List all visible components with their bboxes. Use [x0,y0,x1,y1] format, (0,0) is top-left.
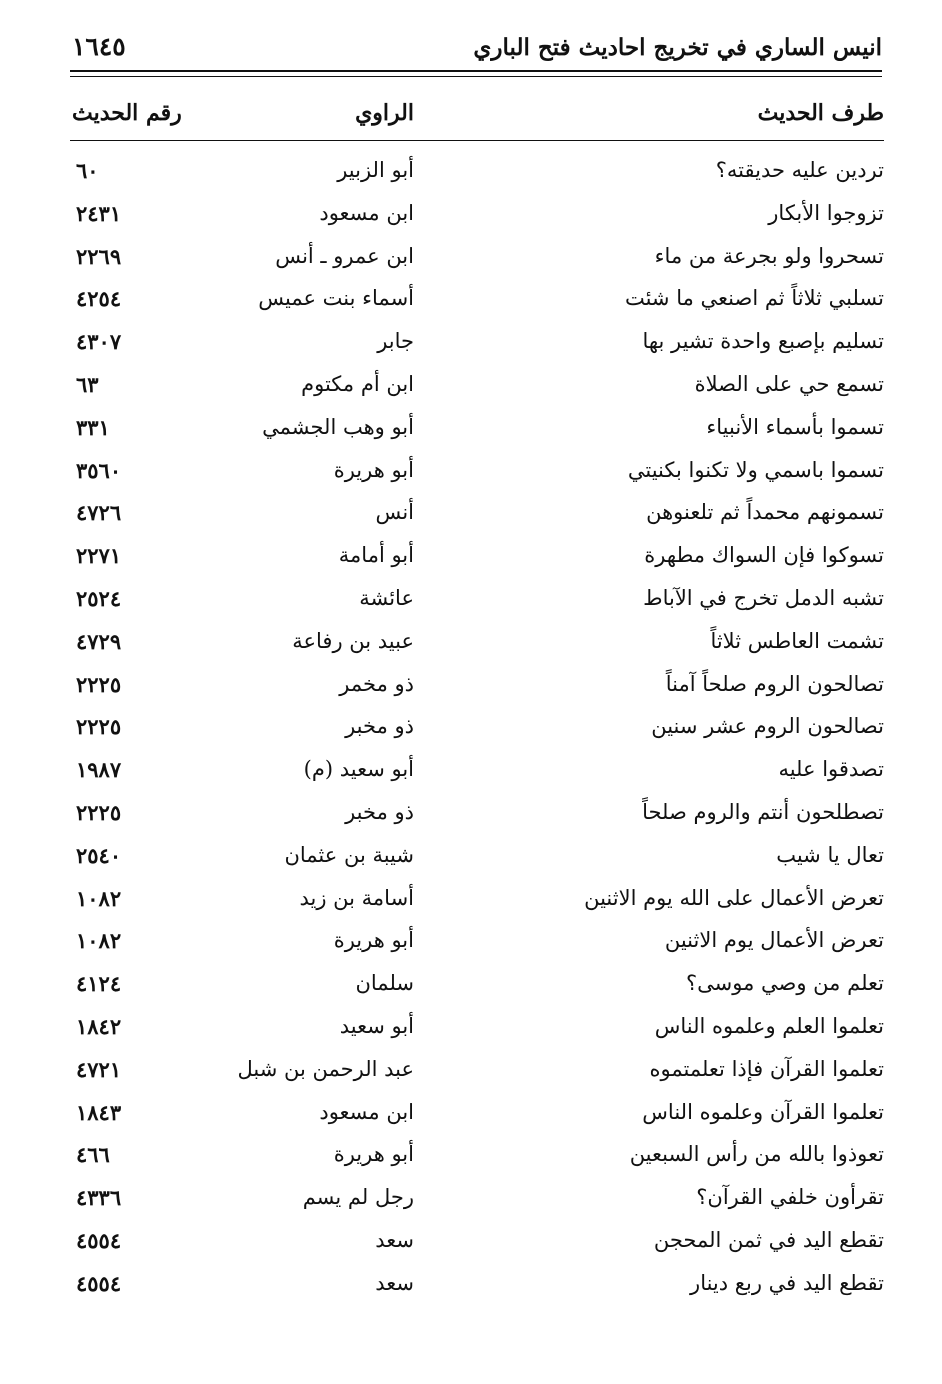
hadith-start-cell: تعلم من وصي موسى؟ [686,971,884,996]
narrator-cell: أسماء بنت عميس [258,286,414,311]
narrator-cell: ذو مخبر [345,714,414,739]
hadith-number-cell: ٢٥٤٠ [76,842,122,868]
hadith-start-cell: تزوجوا الأبكار [768,200,884,225]
hadith-number-cell: ٣٣١ [76,414,110,440]
table-row [70,409,884,452]
hadith-number-cell: ٢٢٢٥ [76,671,122,697]
hadith-start-cell: تسمع حي على الصلاة [694,371,884,396]
table-row [70,965,884,1008]
table-row [70,323,884,366]
hadith-number-cell: ٢٢٦٩ [76,243,122,269]
hadith-number-cell: ٤٣٣٦ [76,1185,122,1211]
table-row [70,1094,884,1137]
narrator-cell: جابر [377,329,414,354]
table-row [70,837,884,880]
hadith-start-cell: تسحروا ولو بجرعة من ماء [654,243,884,268]
hadith-number-cell: ٣٥٦٠ [76,457,122,483]
narrator-cell: أبو هريرة [333,1142,414,1167]
narrator-cell: أنس [375,500,414,525]
table-row [70,238,884,281]
narrator-cell: أبو سعيد (م) [303,757,414,782]
column-header-rule [70,140,884,141]
table-row [70,1136,884,1179]
page-number: ١٦٤٥ [72,32,126,61]
narrator-cell: عبد الرحمن بن شبل [237,1056,414,1081]
narrator-cell: عائشة [359,585,414,610]
hadith-number-cell: ١٨٤٣ [76,1099,122,1125]
narrator-cell: أبو وهب الجشمي [262,414,414,439]
index-table-body [70,152,884,1308]
running-head [72,30,882,70]
narrator-cell: سلمان [355,971,414,996]
hadith-start-cell: تسموا باسمي ولا تكنوا بكنيتي [627,457,884,482]
hadith-start-cell: تصدقوا عليه [778,757,884,782]
narrator-cell: أبو أمامة [338,543,414,568]
hadith-number-cell: ٢٢٧١ [76,543,122,569]
hadith-start-cell: تعلموا القرآن فإذا تعلمتموه [649,1056,884,1081]
hadith-number-cell: ٤٢٥٤ [76,286,122,312]
hadith-start-cell: تسمونهم محمداً ثم تلعنوهن [646,500,884,525]
hadith-number-cell: ٤٥٥٤ [76,1227,122,1253]
book-title: انيس الساري في تخريج احاديث فتح الباري [473,34,882,61]
table-row [70,537,884,580]
hadith-number-cell: ٤٣٠٧ [76,329,122,355]
hadith-start-cell: تقرأون خلفي القرآن؟ [696,1185,884,1210]
hadith-number-cell: ٢٢٢٥ [76,714,122,740]
hadith-number-cell: ٤١٢٤ [76,971,122,997]
hadith-start-cell: تعرض الأعمال يوم الاثنين [664,928,884,953]
hadith-number-cell: ٦٣ [76,371,99,397]
table-row [70,708,884,751]
table-row [70,195,884,238]
table-row [70,794,884,837]
narrator-cell: أبو سعيد [339,1013,414,1038]
narrator-cell: ابن مسعود [319,200,414,225]
narrator-cell: ذو مخبر [345,799,414,824]
column-header-hadith-start: طرف الحديث [757,100,884,126]
hadith-start-cell: تسوكوا فإن السواك مطهرة [644,543,884,568]
hadith-start-cell: تشمت العاطس ثلاثاً [710,628,884,653]
table-row [70,280,884,323]
table-row [70,452,884,495]
hadith-number-cell: ٦٠ [76,158,99,183]
hadith-number-cell: ٤٧٢١ [76,1056,122,1082]
table-row [70,1222,884,1265]
table-row [70,494,884,537]
hadith-start-cell: تعلموا العلم وعلموه الناس [654,1013,884,1038]
narrator-cell: أبو الزبير [337,158,414,182]
hadith-start-cell: تعرض الأعمال على الله يوم الاثنين [584,885,884,910]
table-row [70,1179,884,1222]
table-row [70,580,884,623]
hadith-start-cell: تردين عليه حديقته؟ [715,158,884,182]
narrator-cell: ذو مخمر [339,671,414,696]
hadith-start-cell: تقطع اليد في ربع دينار [690,1270,884,1295]
column-header-row [70,94,884,138]
table-row [70,152,884,195]
narrator-cell: سعد [375,1270,414,1295]
narrator-cell: أسامة بن زيد [299,885,414,910]
header-rule-thick [70,70,882,72]
hadith-number-cell: ٢٥٢٤ [76,585,122,611]
index-table-header [70,94,884,138]
hadith-number-cell: ٤٧٢٦ [76,500,122,526]
hadith-number-cell: ١٩٨٧ [76,757,122,783]
table-row [70,1008,884,1051]
hadith-start-cell: تعوذوا بالله من رأس السبعين [629,1142,884,1167]
table-row [70,623,884,666]
hadith-number-cell: ٢٤٣١ [76,200,122,226]
hadith-number-cell: ٤٥٥٤ [76,1270,122,1296]
narrator-cell: ابن أم مكتوم [301,371,414,396]
hadith-start-cell: تسليم بإصبع واحدة تشير بها [642,329,884,354]
hadith-start-cell: تصطلحون أنتم والروم صلحاً [642,799,884,824]
hadith-start-cell: تسموا بأسماء الأنبياء [706,414,884,439]
column-header-narrator: الراوي [355,100,414,126]
narrator-cell: ابن مسعود [319,1099,414,1124]
hadith-start-cell: تسلبي ثلاثاً ثم اصنعي ما شئت [624,286,884,311]
table-row [70,666,884,709]
hadith-start-cell: تصالحون الروم صلحاً آمناً [665,671,884,696]
hadith-number-cell: ٢٢٢٥ [76,799,122,825]
hadith-start-cell: تعال يا شيب [776,842,884,867]
hadith-number-cell: ٤٦٦ [76,1142,110,1168]
hadith-number-cell: ١٨٤٢ [76,1013,122,1039]
hadith-start-cell: تقطع اليد في ثمن المحجن [653,1227,884,1252]
narrator-cell: عبيد بن رفاعة [292,628,414,653]
table-row [70,1051,884,1094]
hadith-number-cell: ١٠٨٢ [76,885,122,911]
narrator-cell: أبو هريرة [333,457,414,482]
narrator-cell: أبو هريرة [333,928,414,953]
narrator-cell: ابن عمرو ـ أنس [275,243,414,268]
table-row [70,366,884,409]
hadith-start-cell: تشبه الدمل تخرج في الآباط [643,585,884,610]
table-row [70,922,884,965]
hadith-start-cell: تصالحون الروم عشر سنين [651,714,884,739]
hadith-number-cell: ١٠٨٢ [76,928,122,954]
column-header-hadith-number: رقم الحديث [72,100,182,126]
narrator-cell: سعد [375,1227,414,1252]
narrator-cell: شيبة بن عثمان [284,842,414,867]
hadith-start-cell: تعلموا القرآن وعلموه الناس [642,1099,884,1124]
header-rule-thin [70,76,882,77]
hadith-number-cell: ٤٧٢٩ [76,628,122,654]
narrator-cell: رجل لم يسم [302,1185,414,1210]
table-row [70,1265,884,1308]
table-row [70,751,884,794]
table-row [70,880,884,923]
